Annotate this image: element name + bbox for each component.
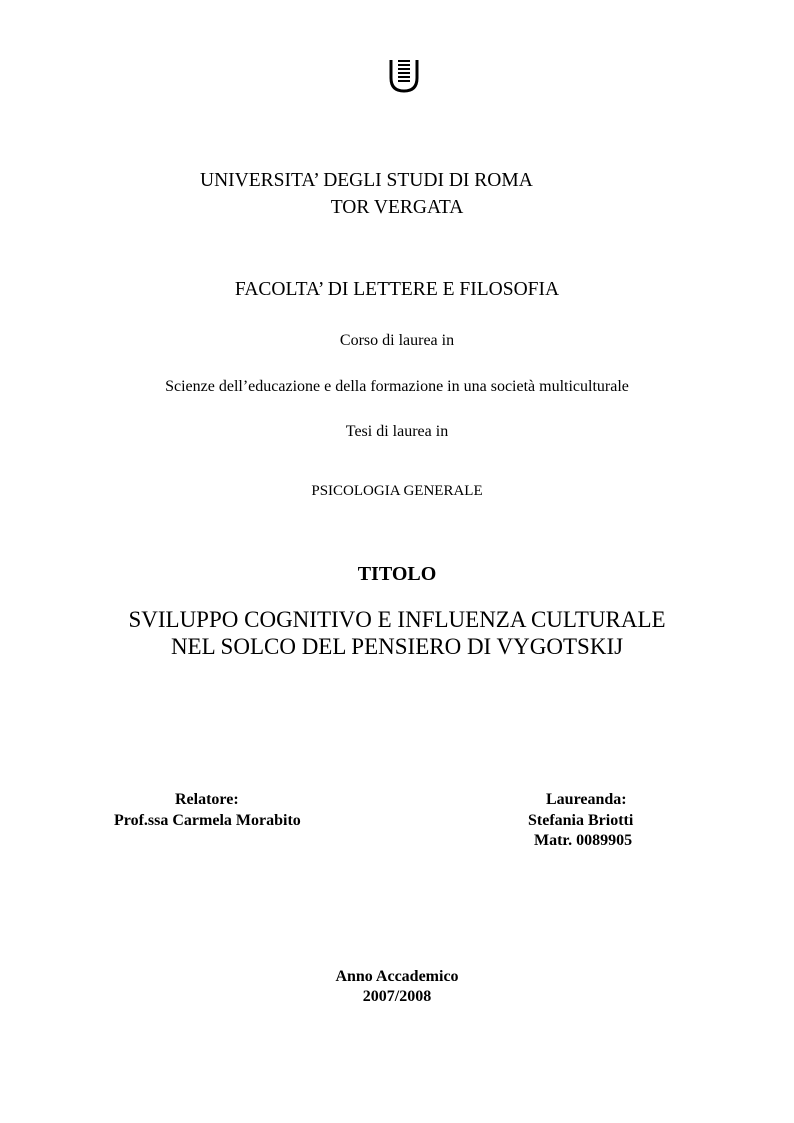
title-label: TITOLO (357, 563, 437, 585)
thesis-intro: Tesi di laurea in (345, 423, 449, 440)
course-intro: Corso di laurea in (339, 332, 455, 349)
candidate-name: Stefania Briotti (528, 812, 634, 829)
candidate-label: Laureanda: (546, 791, 627, 808)
university-name: UNIVERSITA’ DEGLI STUDI DI ROMA (200, 170, 533, 191)
academic-year-label: Anno Accademico (335, 968, 459, 985)
supervisor-label: Relatore: (175, 791, 239, 808)
candidate-matricola: Matr. 0089905 (534, 832, 633, 849)
degree-course-name: Scienze dell’educazione e della formazione in una società multiculturale (165, 378, 629, 395)
supervisor-name: Prof.ssa Carmela Morabito (114, 812, 301, 829)
academic-year-value: 2007/2008 (362, 988, 432, 1005)
thesis-title-line1: SVILUPPO COGNITIVO E INFLUENZA CULTURALE (128, 607, 666, 632)
university-seal-icon (388, 58, 420, 94)
thesis-title-line2: NEL SOLCO DEL PENSIERO DI VYGOTSKIJ (170, 634, 624, 659)
thesis-subject: PSICOLOGIA GENERALE (311, 483, 483, 499)
university-campus: TOR VERGATA (330, 197, 464, 218)
faculty-name: FACOLTA’ DI LETTERE E FILOSOFIA (234, 279, 560, 300)
